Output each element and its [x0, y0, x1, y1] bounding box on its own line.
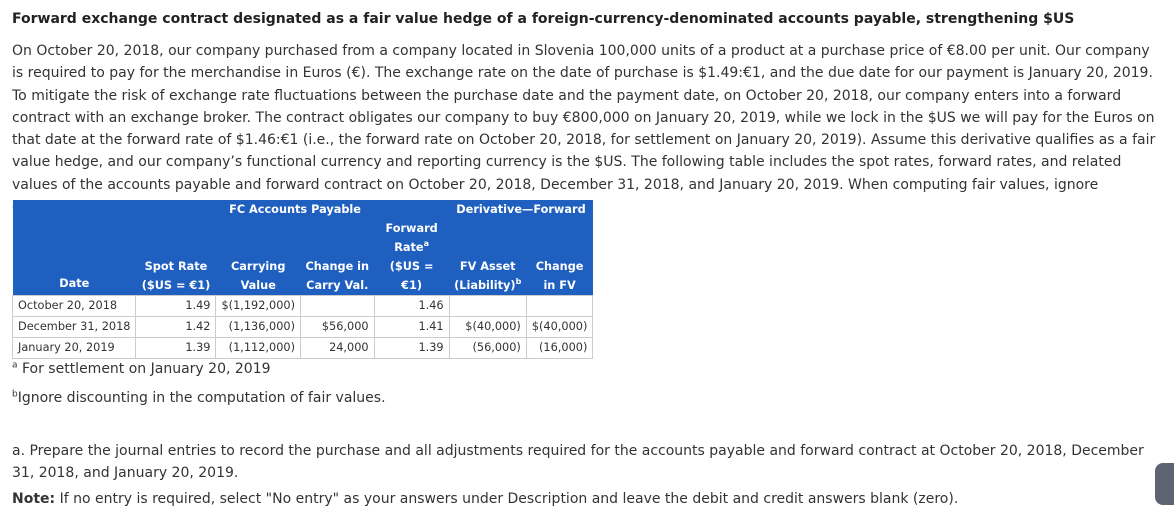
footnote-a — [12, 361, 271, 377]
header-carry-line1: Carrying — [231, 260, 286, 273]
cell-date: October 20, 2018 — [13, 296, 136, 317]
cell-change-fv: $(40,000) — [526, 317, 593, 338]
header-carrying-value — [216, 219, 301, 296]
table-row — [13, 338, 593, 359]
cell-carrying-value: (1,136,000) — [216, 317, 301, 338]
footnote-b-marker: b — [12, 389, 18, 400]
table-column-header-row — [13, 219, 593, 296]
cell-carrying-value: (1,112,000) — [216, 338, 301, 359]
cell-change-carry: 24,000 — [300, 338, 374, 359]
cell-change-carry: $56,000 — [300, 317, 374, 338]
header-blank — [374, 200, 449, 219]
header-change-carry — [300, 219, 374, 296]
table-row — [13, 317, 593, 338]
header-spot-line2: ($US = €1) — [141, 279, 211, 292]
footnote-b — [12, 390, 386, 406]
footnote-a-marker: a — [12, 360, 18, 371]
cell-forward-rate: 1.46 — [374, 296, 449, 317]
cell-fv-asset — [449, 296, 526, 317]
header-carry-line2: Value — [240, 279, 276, 292]
cell-fv-asset: (56,000) — [449, 338, 526, 359]
cell-date: December 31, 2018 — [13, 317, 136, 338]
header-spot-rate — [136, 219, 216, 296]
side-panel-button[interactable] — [1155, 463, 1174, 505]
header-fwd-line3: ($US = €1) — [389, 260, 434, 292]
header-change-line1: Change in — [305, 260, 370, 273]
footnote-b-text: Ignore discounting in the computation of fair values. — [17, 390, 386, 406]
cell-change-fv — [526, 296, 593, 317]
cell-forward-rate: 1.39 — [374, 338, 449, 359]
cell-fv-asset: $(40,000) — [449, 317, 526, 338]
header-blank — [13, 200, 136, 219]
header-spot-line1: Spot Rate — [144, 260, 208, 273]
header-fv-asset — [449, 219, 526, 296]
header-blank — [136, 200, 216, 219]
footnote-marker-a: a — [423, 239, 429, 249]
header-forward-rate — [374, 219, 449, 296]
header-change-in-fv — [526, 219, 593, 296]
header-derivative-forward: Derivative—Forward — [449, 200, 593, 219]
footnote-a-text: For settlement on January 20, 2019 — [21, 361, 271, 377]
header-change-line2: Carry Val. — [306, 279, 369, 292]
header-fv-line2: (Liability) — [454, 279, 516, 292]
header-date — [13, 219, 136, 296]
cell-spot-rate: 1.42 — [136, 317, 216, 338]
cell-spot-rate: 1.39 — [136, 338, 216, 359]
table-row — [13, 296, 593, 317]
exchange-rate-table — [12, 200, 593, 359]
cell-change-fv: (16,000) — [526, 338, 593, 359]
cell-date: January 20, 2019 — [13, 338, 136, 359]
note-text: If no entry is required, select "No entry" as your answers under Description and leave the debit and credit answers blank (zero). — [59, 491, 959, 507]
header-date-label: Date — [59, 277, 90, 290]
header-fwd-line2: Rate — [394, 241, 424, 254]
cell-forward-rate: 1.41 — [374, 317, 449, 338]
cell-carrying-value: $(1,192,000) — [216, 296, 301, 317]
question-part-a: a. Prepare the journal entries to record the purchase and all adjustments required for the accounts payable and forward contract at October 20, 2018, December 31, 2018, and January 20, 2019. — [12, 443, 1144, 481]
footnote-marker-b: b — [515, 277, 522, 287]
note-label: Note: — [12, 491, 56, 507]
cell-change-carry — [300, 296, 374, 317]
header-fc-accounts-payable: FC Accounts Payable — [216, 200, 374, 219]
page-title: Forward exchange contract designated as a fair value hedge of a foreign-currency-denominated accounts payable, strengthening $US — [12, 11, 1075, 27]
header-chfv-line1: Change — [535, 260, 584, 273]
header-fwd-line1: Forward — [385, 222, 438, 235]
cell-spot-rate: 1.49 — [136, 296, 216, 317]
problem-description: On October 20, 2018, our company purchased from a company located in Slovenia 100,000 units of a product at a purchase price of €8.00 per unit. Our company is required to pay for the merchandise in Euros (€). The exchange rate on the date of purchase is $1.49:€1, and the due date for our payment is January 20, 2019. To mitigate the risk of exchange rate fluctuations between the purchase date and the payment date, on October 20, 2018, our company enters into a forward contract with an exchange broker. The contract obligates our company to buy €800,000 on January 20, 2019, while we lock in the $US we will pay for the Euros on that date at the forward rate of $1.46:€1 (i.e., the forward rate on October 20, 2018, for settlement on January 20, 2019). Assume this derivative qualifies as a fair value hedge, and our company’s functional currency and reporting currency is the $US. The following table includes the spot rates, forward rates, and related values of the accounts payable and forward contract on October 20, 2018, December 31, 2018, and January 20, 2019. When computing fair values, ignore — [12, 43, 1156, 193]
table-group-header-row — [13, 200, 593, 219]
instruction-note — [12, 491, 1162, 507]
header-fv-line1: FV Asset — [459, 260, 516, 273]
header-chfv-line2: in FV — [543, 279, 576, 292]
